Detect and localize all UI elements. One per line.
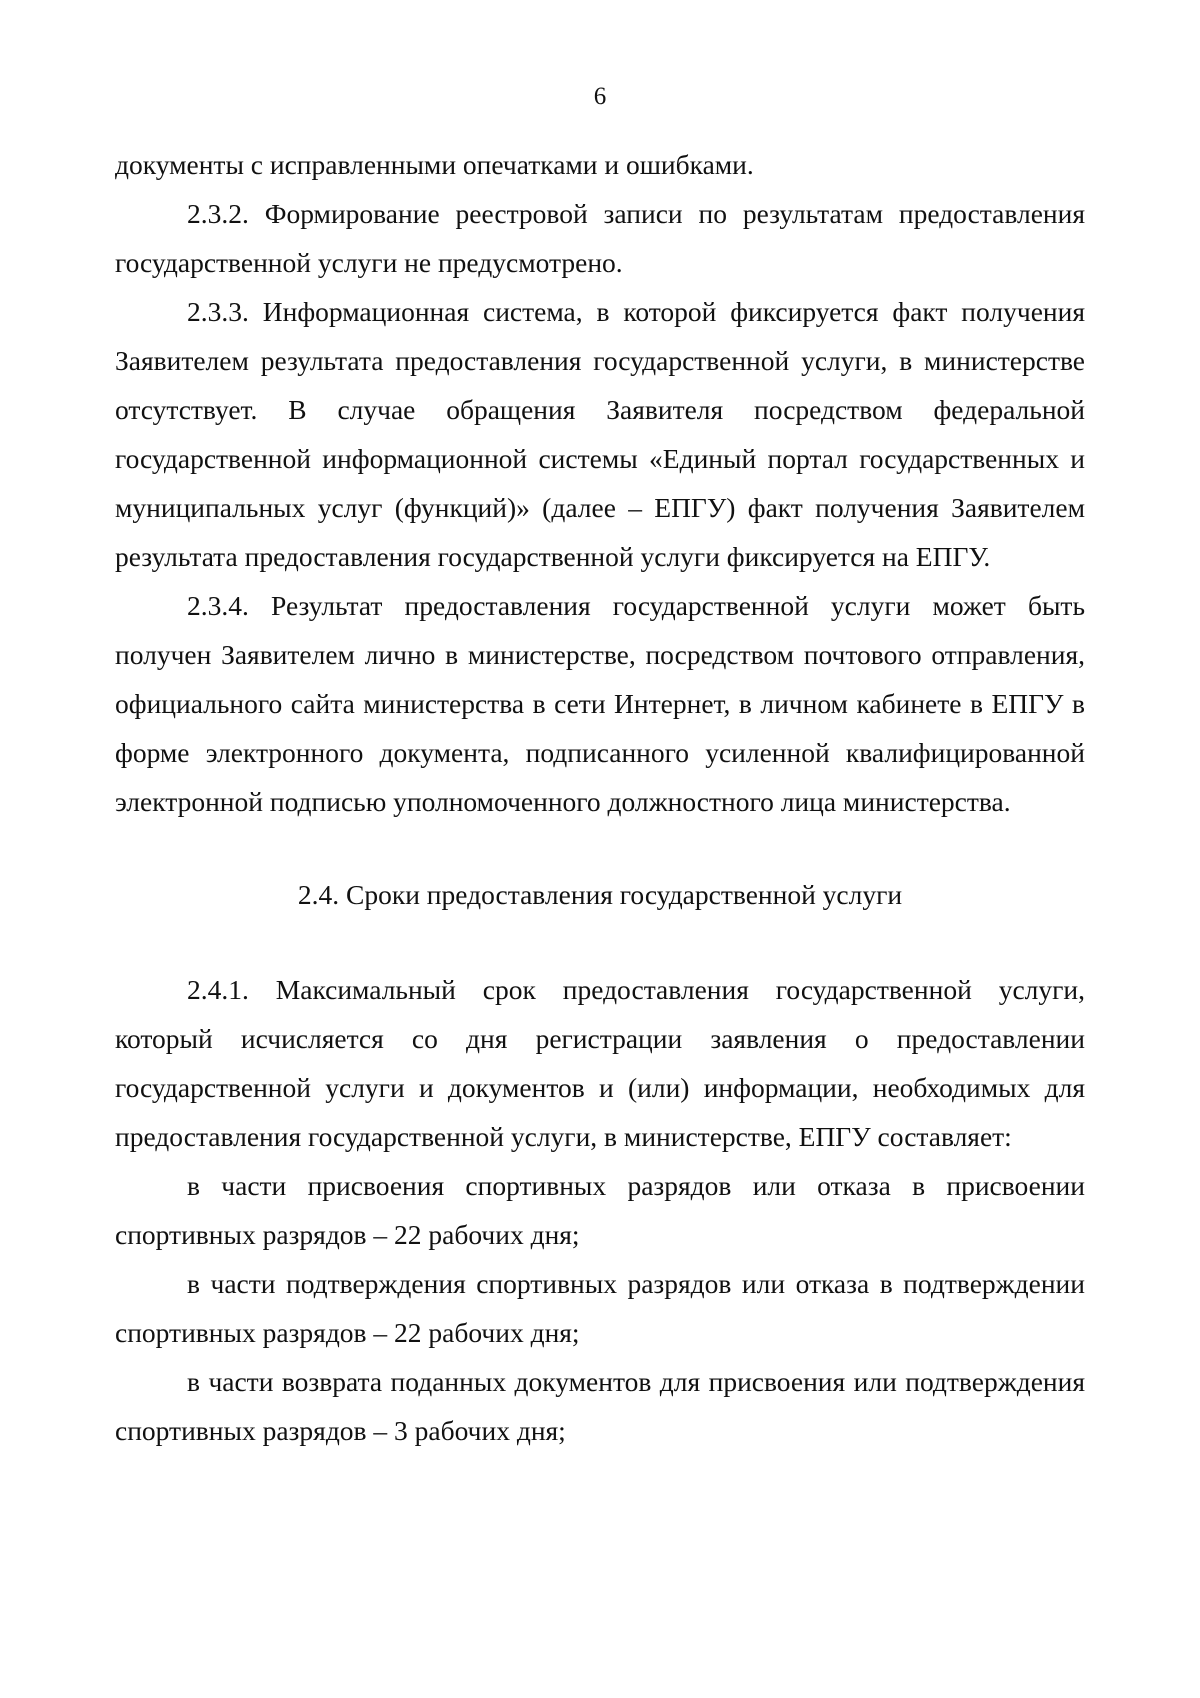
paragraph-2-3-3: 2.3.3. Информационная система, в которой фиксируется факт получения Заявителем результата предоставления государственной услуги, в министерстве отсутствует. В случае обращения Заявителя посредством федеральной государственной информационной системы «Единый портал государственных и муниципальных услуг (функций)» (далее – ЕПГУ) факт получения Заявителем результата предоставления государственной услуги фиксируется на ЕПГУ. [115, 296, 1085, 572]
paragraph-term-return: в части возврата поданных документов для присвоения или подтверждения спортивных разрядов – 3 рабочих дня; [115, 1366, 1085, 1446]
paragraph-continuation: документы с исправленными опечатками и ошибками. [115, 149, 754, 180]
paragraph-term-assignment: в части присвоения спортивных разрядов или отказа в присвоении спортивных разрядов – 22 рабочих дня; [115, 1170, 1085, 1250]
section-heading-2-4: 2.4. Сроки предоставления государственной услуги [297, 879, 903, 910]
paragraph-2-3-4: 2.3.4. Результат предоставления государственной услуги может быть получен Заявителем лично в министерстве, посредством почтового отправления, официального сайта министерства в сети Интернет, в личном кабинете в ЕПГУ в форме электронного документа, подписанного усиленной квалифицированной электронной подписью уполномоченного должностного лица министерства. [115, 590, 1085, 817]
page-number: 6 [593, 83, 607, 110]
paragraph-term-confirmation: в части подтверждения спортивных разрядов или отказа в подтверждении спортивных разрядов – 22 рабочих дня; [115, 1268, 1085, 1348]
paragraph-2-4-1: 2.4.1. Максимальный срок предоставления государственной услуги, который исчисляется со дня регистрации заявления о предоставлении государственной услуги и документов и (или) информации, необходимых для предоставления государственной услуги, в министерстве, ЕПГУ составляет: [115, 974, 1085, 1152]
document-body [115, 140, 1085, 1455]
paragraph-2-3-2: 2.3.2. Формирование реестровой записи по результатам предоставления государственной услуги не предусмотрено. [115, 198, 1085, 278]
